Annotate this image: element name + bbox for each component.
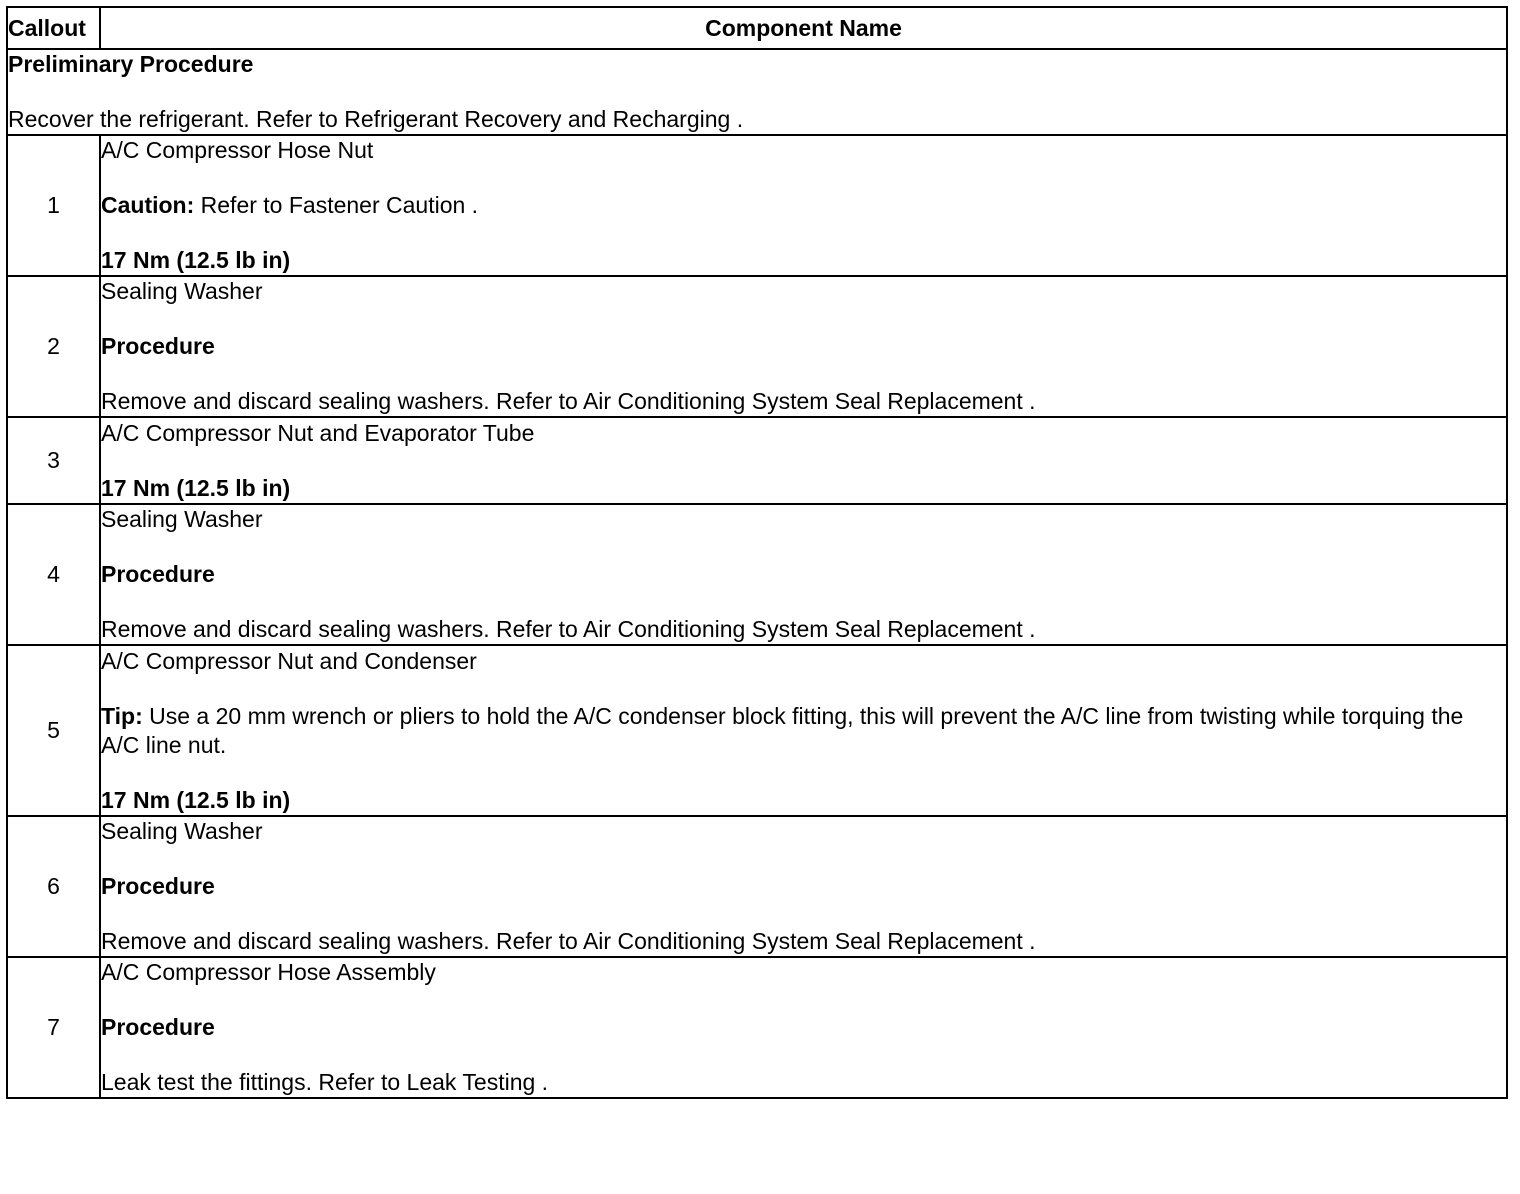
component-name: A/C Compressor Nut and Evaporator Tube xyxy=(101,419,535,446)
component-cell xyxy=(100,504,1507,645)
callout-number: 7 xyxy=(7,957,100,1098)
component-name: A/C Compressor Nut and Condenser xyxy=(101,647,477,674)
component-cell xyxy=(100,816,1507,957)
procedure-text: Remove and discard sealing washers. Refer to Air Conditioning System Seal Replacement . xyxy=(101,388,1036,414)
preliminary-text: Recover the refrigerant. Refer to Refrigerant Recovery and Recharging . xyxy=(8,106,744,132)
component-cell xyxy=(100,417,1507,504)
table-row xyxy=(7,504,1507,645)
component-cell xyxy=(100,276,1507,417)
callout-number: 5 xyxy=(7,645,100,816)
preliminary-row xyxy=(7,49,1507,135)
component-name: Sealing Washer xyxy=(101,818,263,844)
procedure-label: Procedure xyxy=(101,873,215,899)
torque-spec: 17 Nm (12.5 lb in) xyxy=(101,474,291,501)
component-cell xyxy=(100,645,1507,816)
callout-number: 4 xyxy=(7,504,100,645)
tip-line xyxy=(101,702,1506,760)
header-row xyxy=(7,7,1507,49)
procedure-label: Procedure xyxy=(101,333,215,359)
callout-header: Callout xyxy=(7,7,100,49)
procedure-text: Remove and discard sealing washers. Refer to Air Conditioning System Seal Replacement . xyxy=(101,616,1036,642)
procedure-text: Leak test the fittings. Refer to Leak Testing . xyxy=(101,1069,549,1095)
table-row xyxy=(7,957,1507,1098)
caution-label: Caution: xyxy=(101,192,195,218)
callout-number: 1 xyxy=(7,135,100,276)
torque-spec: 17 Nm (12.5 lb in) xyxy=(101,247,291,273)
component-cell xyxy=(100,957,1507,1098)
component-name: Sealing Washer xyxy=(101,506,263,532)
callout-number: 6 xyxy=(7,816,100,957)
component-name: A/C Compressor Hose Assembly xyxy=(101,959,436,985)
tip-text: Use a 20 mm wrench or pliers to hold the A/C condenser block fitting, this will prevent the A/C line from twisting while torquing the A/C line nut. xyxy=(101,702,1464,758)
table-row xyxy=(7,276,1507,417)
table-row xyxy=(7,816,1507,957)
component-name: A/C Compressor Hose Nut xyxy=(101,137,374,163)
component-cell xyxy=(100,135,1507,276)
procedure-text: Remove and discard sealing washers. Refer to Air Conditioning System Seal Replacement . xyxy=(101,928,1036,954)
caution-line xyxy=(101,191,1506,220)
component-name: Sealing Washer xyxy=(101,278,263,304)
procedure-label: Procedure xyxy=(101,561,215,587)
callout-number: 3 xyxy=(7,417,100,504)
procedure-label: Procedure xyxy=(101,1014,215,1040)
table-row xyxy=(7,417,1507,504)
torque-spec: 17 Nm (12.5 lb in) xyxy=(101,786,291,813)
table-row xyxy=(7,135,1507,276)
tip-label: Tip: xyxy=(101,702,143,729)
component-table xyxy=(6,6,1508,1099)
caution-text: Refer to Fastener Caution . xyxy=(194,192,479,218)
table-row xyxy=(7,645,1507,816)
component-name-header: Component Name xyxy=(100,7,1507,49)
callout-number: 2 xyxy=(7,276,100,417)
preliminary-cell xyxy=(7,49,1507,135)
preliminary-title: Preliminary Procedure xyxy=(8,51,254,77)
